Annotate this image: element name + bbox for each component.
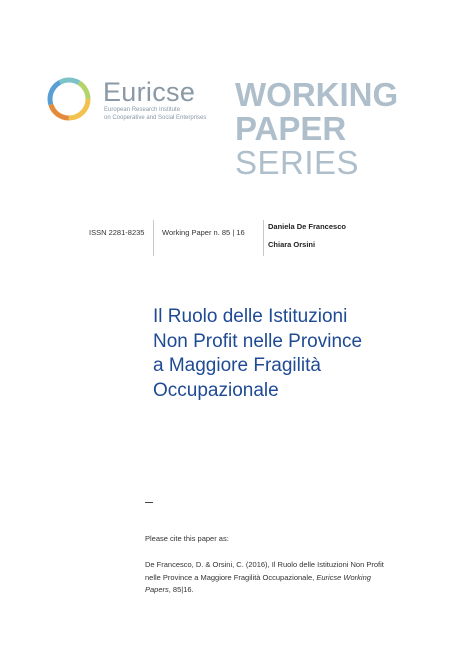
author-1: Daniela De Francesco — [268, 222, 346, 231]
separator-dash — [145, 502, 153, 503]
title-line-2: Non Profit nelle Province — [153, 330, 363, 352]
citation-text-part-1: De Francesco, D. & Orsini, C. (2016), Il Ruolo delle Istituzioni Non Profit nelle Province a Maggiore Fragilità Occupazionale, — [145, 560, 384, 582]
series-line-1: WORKING — [235, 76, 399, 113]
author-2: Chiara Orsini — [268, 240, 316, 249]
title-line-4: Occupazionale — [153, 379, 279, 401]
citation-text-part-2: , 85|16. — [168, 585, 194, 594]
brand-subtitle — [104, 107, 206, 122]
citation-text — [145, 559, 390, 597]
divider — [153, 220, 154, 256]
euricse-logo-ring-icon — [44, 74, 94, 124]
brand-name: Euricse — [103, 77, 196, 107]
citation-journal: Euricse Working Papers — [145, 572, 371, 594]
issn: ISSN 2281-8235 — [89, 228, 145, 237]
title-line-1: Il Ruolo delle Istituzioni — [153, 306, 348, 327]
working-paper-number: Working Paper n. 85 | 16 — [162, 228, 245, 237]
title-line-3: a Maggiore Fragilità — [153, 355, 321, 376]
citation-label: Please cite this paper as: — [145, 534, 229, 543]
paper-title — [153, 305, 413, 403]
working-paper-series-heading — [235, 78, 398, 180]
brand-subtitle-line-2: on Cooperative and Social Enterprises — [104, 114, 207, 121]
divider — [263, 220, 264, 256]
brand-subtitle-line-1: European Research Institute — [104, 107, 181, 113]
series-line-2: PAPER — [235, 110, 347, 147]
series-line-3: SERIES — [235, 144, 360, 181]
